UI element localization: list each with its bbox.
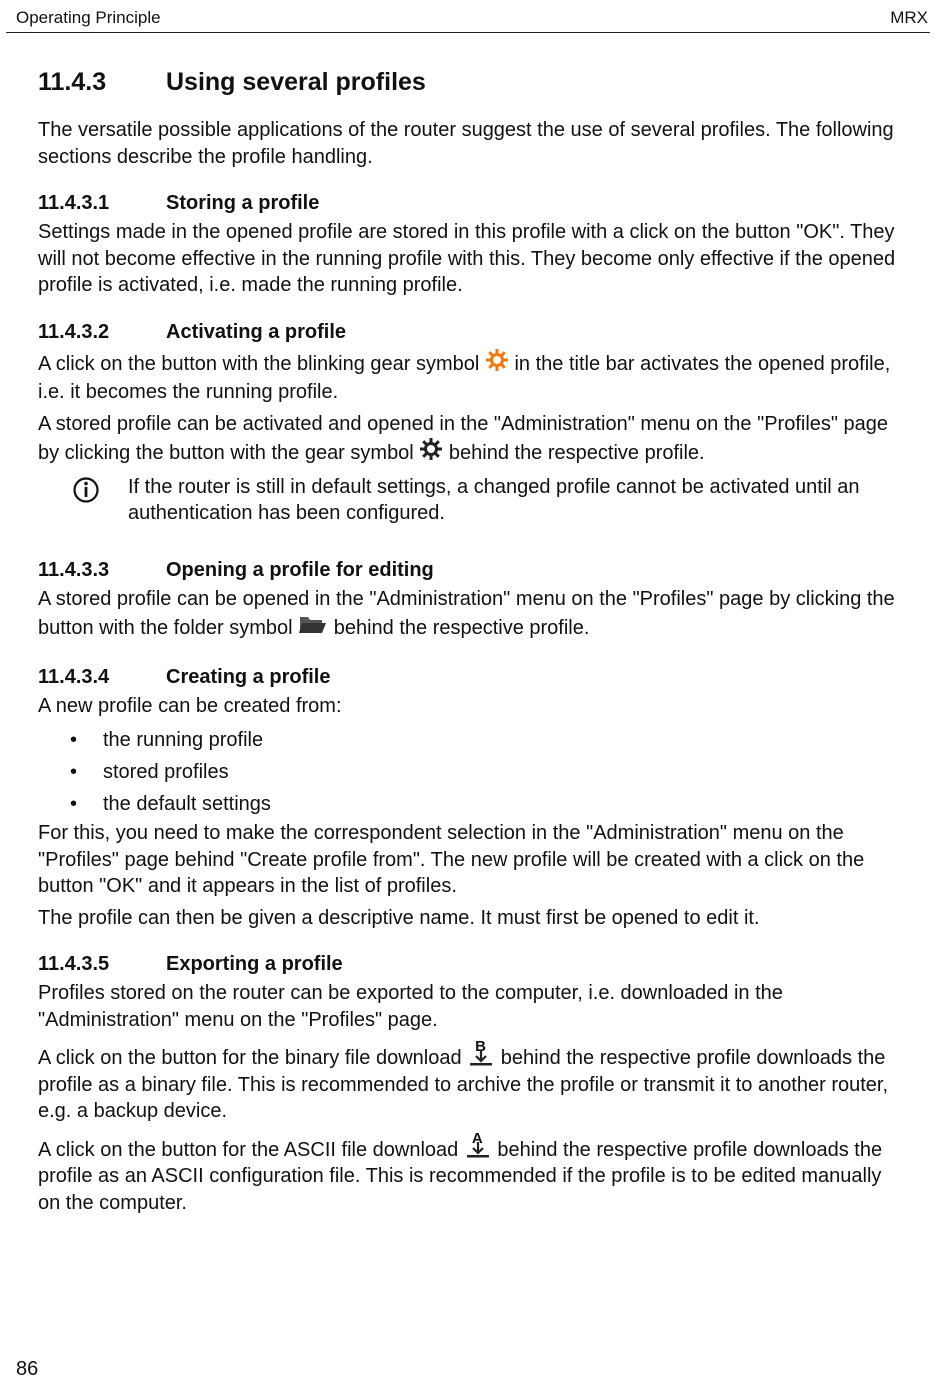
text-run: behind the respective profile downloads the profile as an ASCII configuration file. This is recommended if the profile is to be edited manually on the computer. (38, 1138, 883, 1214)
paragraph (38, 348, 898, 406)
section-intro: The versatile possible applications of the router suggest the use of several profiles. The following sections describe the profile handling. (38, 119, 894, 168)
subsection-heading (38, 666, 898, 689)
info-icon (38, 474, 128, 527)
folder-icon (298, 612, 328, 644)
paragraph: Settings made in the opened profile are stored in this profile with a click on the button "OK". They will not become effective in the running profile with this. They become only effective if the opened profile is activated, i.e. made the running profile. (38, 221, 896, 296)
subsection-number: 11.4.3.3 (38, 558, 110, 581)
paragraph: For this, you need to make the correspondent selection in the "Administration" menu on the "Profiles" page behind "Create profile from". The new profile will be created with a click on the button "OK" and it appears in the list of profiles. (38, 822, 865, 897)
blinking-gear-icon (485, 348, 509, 380)
text-run: A click on the button for the ASCII file download (38, 1138, 459, 1161)
text-run: A stored profile can be activated and opened in the "Administration" menu on the "Profiles" page by clicking the button with the gear symbol (38, 412, 889, 464)
paragraph (38, 586, 898, 644)
subsection-opening (38, 559, 898, 644)
text-run: A click on the button for the binary file download (38, 1047, 462, 1069)
text-run: in the title bar activates the opened profile, i.e. it becomes the running profile. (38, 352, 891, 403)
subsection-exporting (38, 953, 898, 1216)
subsection-title: Creating a profile (166, 665, 331, 688)
text-run: behind the respective profile. (448, 442, 705, 464)
list-item-text: the default settings (103, 793, 271, 815)
gear-icon (419, 437, 443, 469)
subsection-title: Storing a profile (166, 192, 320, 214)
paragraph (38, 411, 898, 469)
header-product: MRX (890, 8, 928, 27)
subsection-heading (38, 192, 898, 215)
paragraph: A new profile can be created from: (38, 694, 342, 717)
subsection-number: 11.4.3.1 (38, 192, 110, 214)
list-item: • the running profile (38, 724, 898, 756)
page-header (6, 0, 930, 33)
bullet-list (38, 724, 898, 820)
binary-download-icon (467, 1038, 495, 1068)
text-run: A stored profile can be opened in the "Administration" menu on the "Profiles" page by clicking the button with the folder symbol (38, 587, 895, 639)
ascii-download-icon (464, 1130, 492, 1160)
subsection-storing (38, 192, 898, 299)
page-content (38, 68, 898, 1221)
text-run: A click on the button with the blinking gear symbol (38, 352, 480, 375)
section-heading (38, 68, 898, 97)
paragraph (38, 1038, 898, 1125)
section-title: Using several profiles (166, 68, 426, 96)
text-run: behind the respective profile. (333, 617, 590, 639)
subsection-number: 11.4.3.2 (38, 320, 110, 343)
icon-letter: A (471, 1129, 483, 1147)
paragraph: The profile can then be given a descriptive name. It must first be opened to edit it. (38, 906, 760, 929)
subsection-creating (38, 666, 898, 932)
text-run: behind the respective profile downloads the profile as a binary file. This is recommended to archive the profile or transmit it to another router, e.g. a backup device. (38, 1047, 889, 1122)
paragraph: Profiles stored on the router can be exported to the computer, i.e. downloaded in the "Administration" menu on the "Profiles" page. (38, 982, 783, 1031)
note-text: If the router is still in default settings, a changed profile cannot be activated until an authentication has been configured. (128, 475, 860, 524)
subsection-heading (38, 559, 898, 582)
icon-letter: B (475, 1038, 486, 1055)
subsection-title: Exporting a profile (166, 953, 343, 975)
page-number: 86 (16, 1358, 39, 1380)
list-item: • stored profiles (38, 756, 898, 788)
subsection-title: Activating a profile (166, 320, 347, 343)
info-note (38, 474, 898, 527)
list-item-text: the running profile (103, 729, 264, 751)
header-chapter: Operating Principle (16, 8, 161, 27)
subsection-activating (38, 321, 898, 527)
subsection-heading (38, 321, 898, 344)
list-item-text: stored profiles (103, 761, 229, 783)
paragraph (38, 1130, 898, 1217)
section-number: 11.4.3 (38, 68, 107, 96)
subsection-title: Opening a profile for editing (166, 558, 434, 581)
subsection-number: 11.4.3.4 (38, 665, 110, 688)
list-item: • the default settings (38, 788, 898, 820)
subsection-heading (38, 953, 898, 976)
subsection-number: 11.4.3.5 (38, 953, 110, 975)
